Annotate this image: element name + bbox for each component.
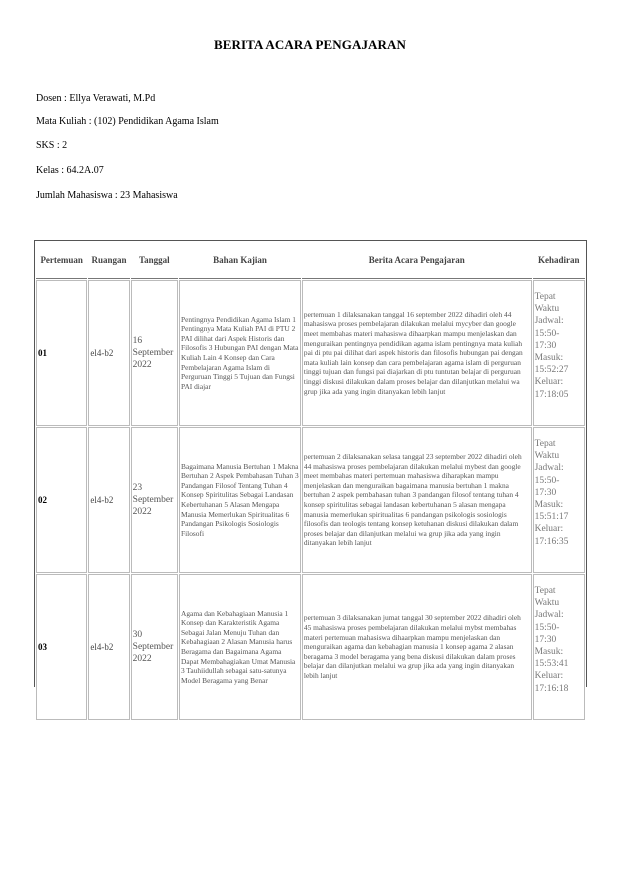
bahan-kajian-cell: Bagaimana Manusia Bertuhan 1 Makna Bertuhan 2 Aspek Pembahasan Tuhan 3 Pandangan Filosof Tentang Tuhan 4 Konsep Spiritulitas Sebagai Landasan Kebertuhanan 5 Alasan Mengapa Manusia Memerlukan Spiritualitas 6 Pandangan Psikologis Sosiologis Filosofi	[179, 427, 301, 573]
pertemuan-cell: 03	[36, 574, 87, 720]
kehadiran-line: 17:30	[534, 340, 557, 351]
header-kehadiran: Kehadiran	[533, 242, 585, 279]
ruangan-cell: el4-b2	[88, 574, 129, 720]
page-title: BERITA ACARA PENGAJARAN	[213, 37, 407, 52]
kehadiran-line: 17:30	[534, 634, 557, 645]
kehadiran-line: 15:53:41	[534, 659, 569, 670]
kelas-line: Kelas : 64.2A.07	[36, 165, 104, 176]
ruangan-cell: el4-b2	[88, 427, 129, 573]
kehadiran-line: Tepat	[534, 292, 556, 302]
header-ruangan: Ruangan	[88, 242, 129, 279]
kehadiran-line: Waktu	[534, 598, 560, 609]
table-row	[36, 427, 585, 573]
header-berita-acara: Berita Acara Pengajaran	[302, 242, 532, 279]
bahan-kajian-cell: Agama dan Kebahagiaan Manusia 1 Konsep dan Karakteristik Agama Sebagai Jalan Menuju Tuhan dan Kebahagiaan 2 Alasan Manusia harus Beragama dan Bagaimana Agama Dapat Membahagiakan Umat Manusia 3 Tauhiidullah sebagai satu-satunya Model Beragama yang Benar	[179, 574, 301, 720]
kehadiran-line: Tepat	[534, 586, 556, 596]
kehadiran-line: Keluar:	[534, 377, 564, 388]
berita-acara-cell: pertemuan 3 dilaksanakan jumat tanggal 30 september 2022 dihadiri oleh 45 mahasiswa proses pembelajaran dilakukan melalui mybst membahas materi pertemuan mahasiswa dihaarpkan mampu menjelaskan dan menguraikan agama dan kebahagian manusia 1 konsep agama 2 alasan beragama 3 model beragama yang bena diskusi dilakukan dalam proses belajar dan dilanjutkan melalui wa grup jika ada yang ingin ditanyakan lebih lanjut	[302, 574, 532, 720]
kehadiran-line: Masuk:	[534, 353, 564, 364]
kehadiran-line: Jadwal:	[534, 316, 564, 327]
table-row	[36, 280, 585, 426]
dosen-line: Dosen : Ellya Verawati, M.Pd	[36, 93, 156, 104]
kehadiran-line: 15:50-	[534, 622, 560, 633]
kehadiran-cell	[533, 280, 585, 426]
kehadiran-line: Masuk:	[534, 647, 564, 658]
sks-line: SKS : 2	[36, 140, 68, 151]
kehadiran-cell	[533, 574, 585, 720]
kehadiran-line: Waktu	[534, 304, 560, 315]
kehadiran-line: Keluar:	[534, 671, 564, 682]
table-header-row	[36, 242, 585, 279]
mata-kuliah-line: Mata Kuliah : (102) Pendidikan Agama Islam	[36, 116, 219, 127]
kehadiran-line: Masuk:	[534, 500, 564, 511]
kehadiran-line: 15:51:17	[534, 512, 569, 523]
kehadiran-line: Jadwal:	[534, 463, 564, 474]
berita-acara-cell: pertemuan 2 dilaksanakan selasa tanggal 23 september 2022 dihadiri oleh 44 mahasiswa proses pembelajaran dilakukan melalui mybest dan google meet membahas materi pertemuan mahasiswa diharapkan mampu menjelaskan dan menguraikan bagaimana manusia bertuhan 1 makna bertuhan 2 aspek pembahasan tuhan 3 pandangan filosof tentang tuhan 4 konsep spiritulitas sebagai landasan kebertuhanan 5 alasan mengapa manusia memerlukan spiritualitas 6 pandangan psikologis sosiologis filosofis dan teologis tentang konsep ketuhanan diskusi dilakukan dalam proses belajar dan dilanjutkan melalui wa grup jika ada yang ingin ditanyakan lebih lanjut	[302, 427, 532, 573]
kehadiran-line: 17:30	[534, 487, 557, 498]
kehadiran-line: Waktu	[534, 451, 560, 462]
kehadiran-line: 15:52:27	[534, 365, 569, 376]
kehadiran-line: 17:18:05	[534, 389, 569, 400]
kehadiran-line: 15:50-	[534, 475, 560, 486]
berita-acara-table	[35, 241, 586, 721]
kehadiran-line: Jadwal:	[534, 610, 564, 621]
header-tanggal: Tanggal	[131, 242, 178, 279]
tanggal-cell: 23 September 2022	[131, 427, 178, 573]
jumlah-mahasiswa-line: Jumlah Mahasiswa : 23 Mahasiswa	[36, 190, 178, 201]
pertemuan-cell: 01	[36, 280, 87, 426]
bahan-kajian-cell: Pentingnya Pendidikan Agama Islam 1 Pentingnya Mata Kuliah PAI di PTU 2 PAI dilihat dari Aspek Historis dan Filosofis 3 Hubungan PAI dengan Mata Kuliah Lain 4 Konsep dan Cara Pembelajaran Agama Islam di Perguruan Tinggi 5 Tujuan dan Fungsi PAI diajar	[179, 280, 301, 426]
pertemuan-cell: 02	[36, 427, 87, 573]
kehadiran-cell	[533, 427, 585, 573]
tanggal-cell: 30 September 2022	[131, 574, 178, 720]
berita-acara-table-wrapper	[34, 240, 587, 694]
kehadiran-line: 15:50-	[534, 328, 560, 339]
berita-acara-cell: pertemuan 1 dilaksanakan tanggal 16 september 2022 dihadiri oleh 44 mahasiswa proses pembelajaran dilakukan melalui mycyber dan google meet membahas materi mahasiswa dihaarpkan mampu menjelaskan dan menguraikan pentingnya pendidikan agama islam pentingnya mata kuliah pai di ptu pai dilihat dari aspek historis dan filosofis hubungan pai dengan mata kuliah lain konsep dan cara pembelajaran agama islam di perguruan tinggi tujuan dan fungsi pai diajarkan di ptu tuntutan belajar di perguruan tinggi diskusi dilakukan dalam proses belajar dan dilanjutkan melalui wa grup jika ada yang ingin ditanyakan lebih lanjut	[302, 280, 532, 426]
kehadiran-line: 17:16:18	[534, 683, 569, 694]
header-bahan-kajian: Bahan Kajian	[179, 242, 301, 279]
kehadiran-line: Keluar:	[534, 524, 564, 535]
header-pertemuan: Pertemuan	[36, 242, 87, 279]
kehadiran-line: Tepat	[534, 439, 556, 449]
kehadiran-line: 17:16:35	[534, 536, 569, 547]
tanggal-cell: 16 September 2022	[131, 280, 178, 426]
table-row	[36, 574, 585, 720]
ruangan-cell: el4-b2	[88, 280, 129, 426]
